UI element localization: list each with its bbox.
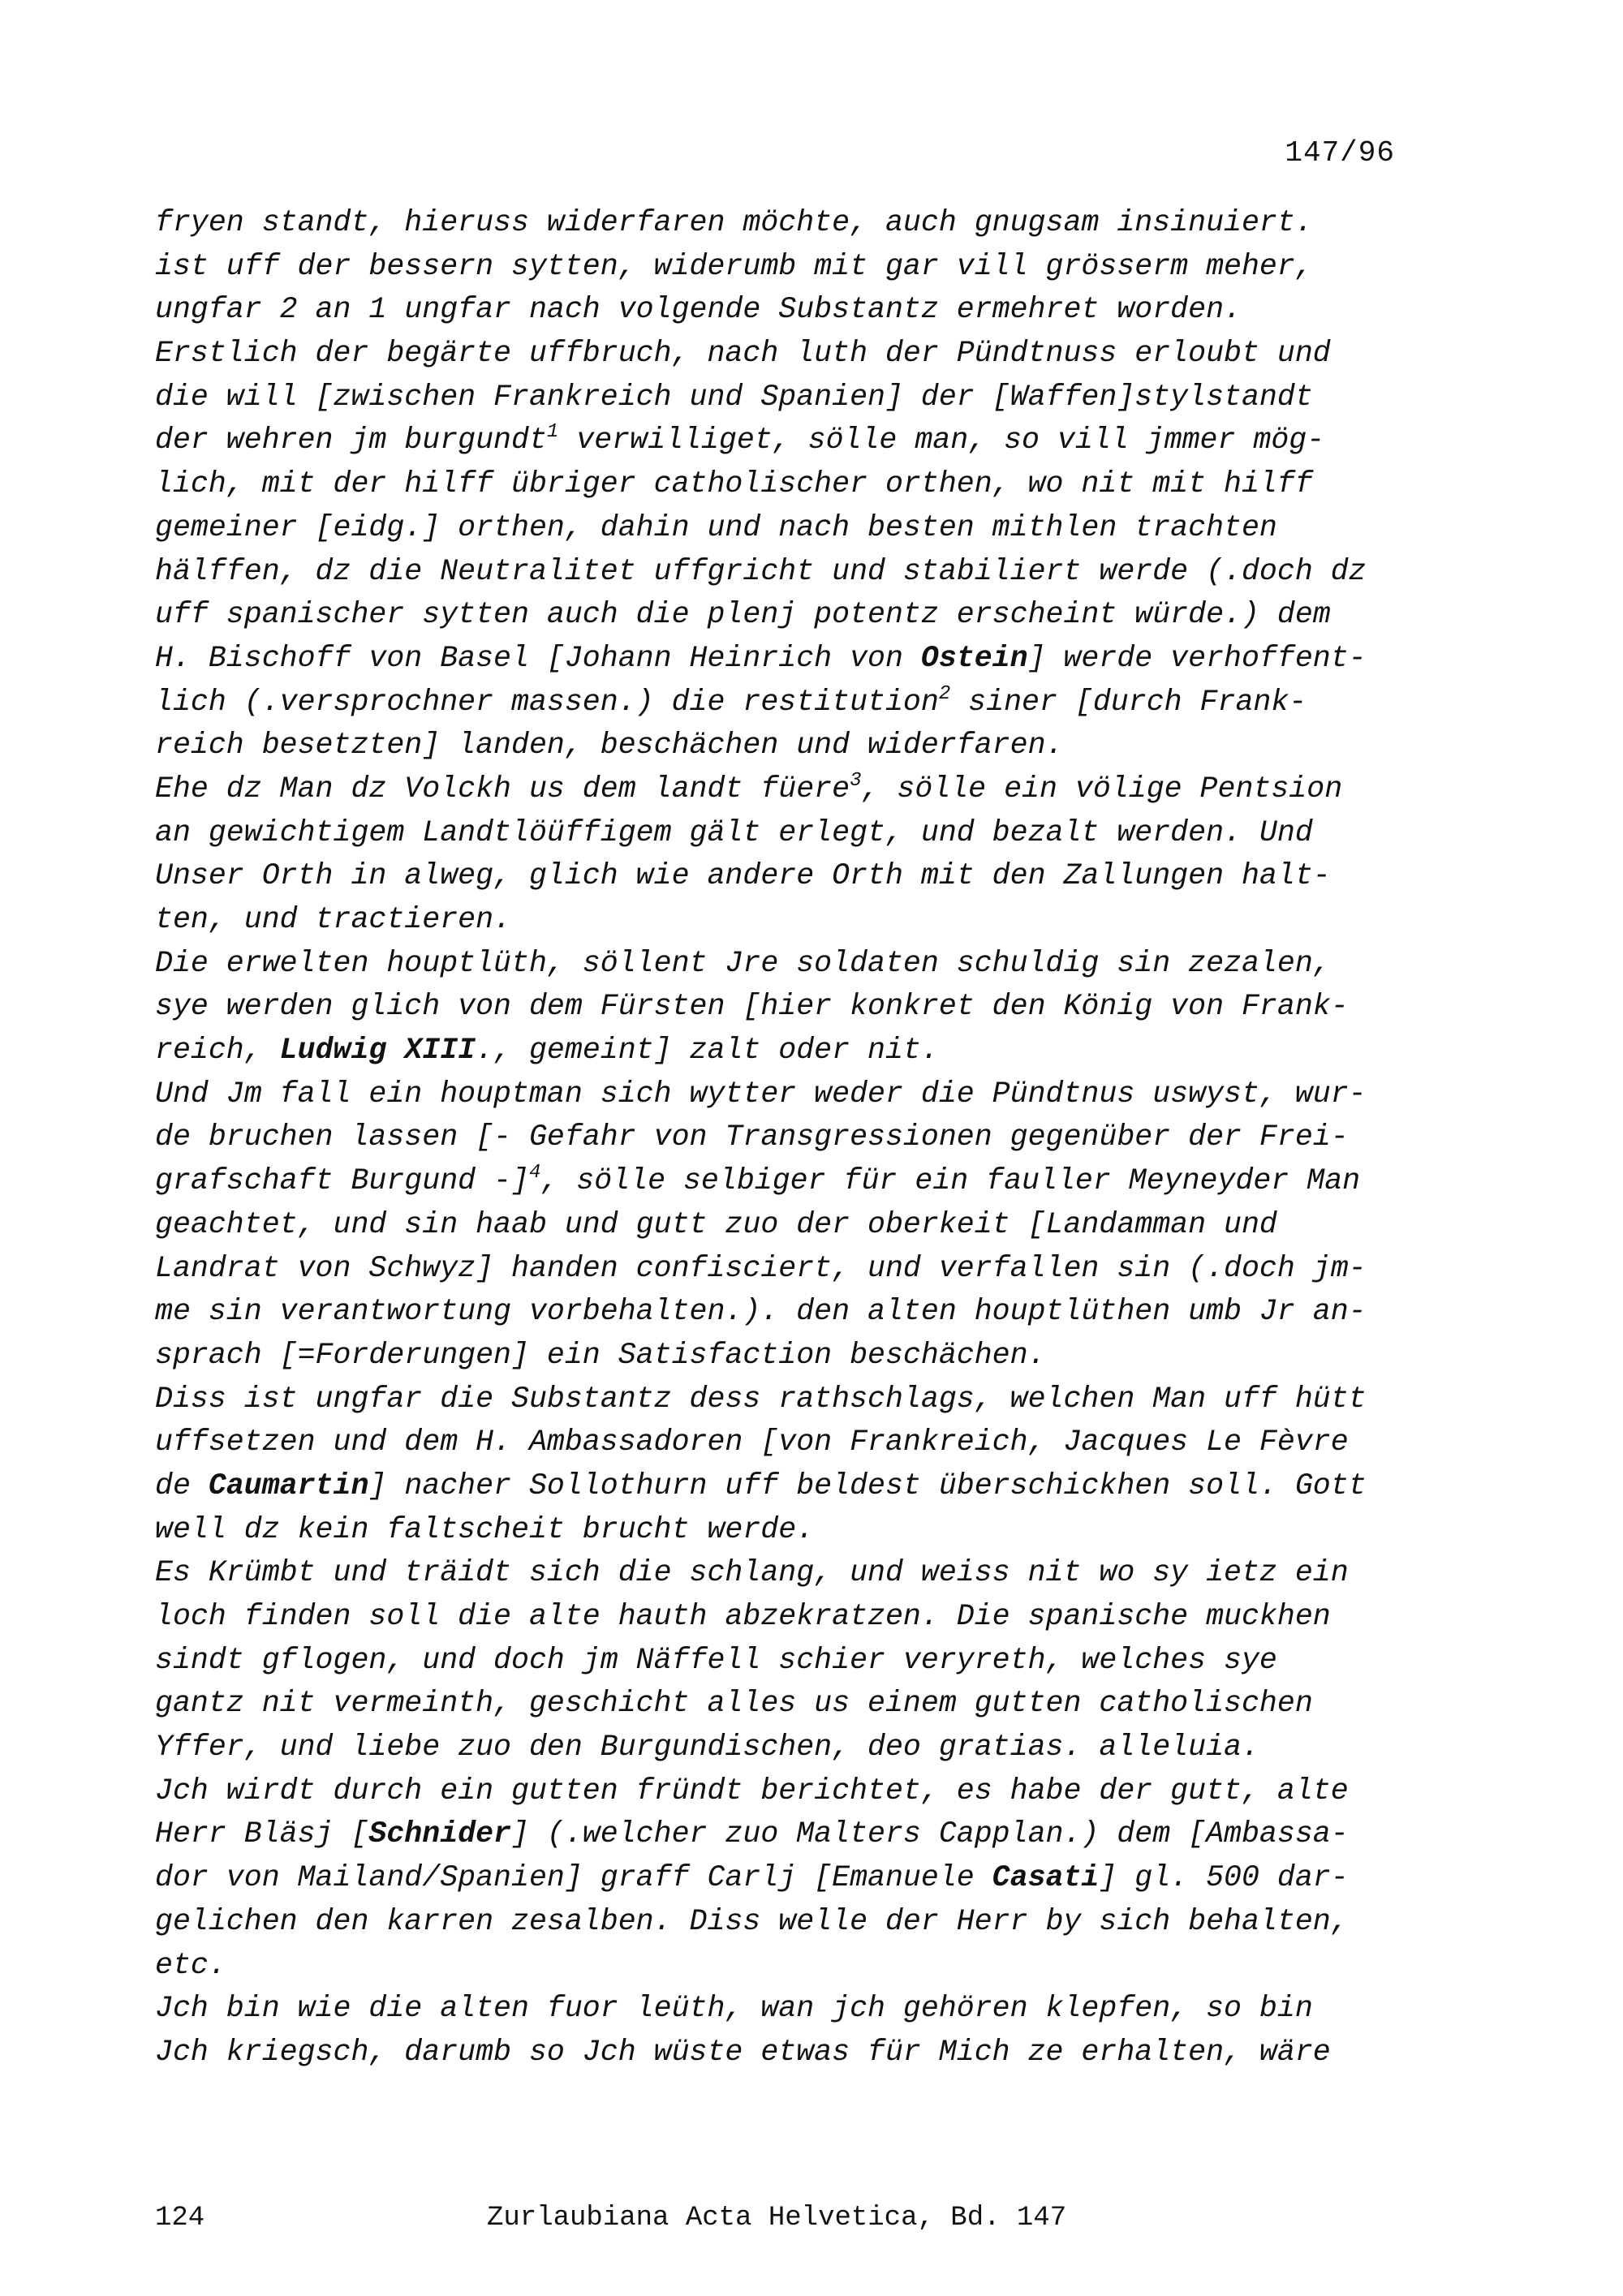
text-line	[155, 1944, 1405, 1988]
text-run: Landrat von Schwyz] handen confisciert, und verfallen sin (.doch jm-	[155, 1251, 1367, 1285]
text-line	[155, 1726, 1405, 1769]
text-run: ] werde verhoffent-	[1027, 641, 1367, 675]
body-text	[155, 201, 1405, 2075]
text-line	[155, 462, 1405, 506]
text-line	[155, 1812, 1405, 1856]
text-line	[155, 898, 1405, 942]
text-line	[155, 288, 1405, 332]
footnote-ref: 1	[546, 421, 559, 444]
person-name: Caumartin	[208, 1468, 369, 1503]
text-run: gantz nit vermeinth, geschicht alles us einem gutten catholischen	[155, 1687, 1313, 1721]
text-run: Diss ist ungfar die Substantz dess rathschlags, welchen Man uff hütt	[155, 1382, 1367, 1416]
text-line	[155, 637, 1405, 681]
text-run: de	[155, 1468, 209, 1503]
text-run: , sölle selbiger für ein fauller Meyneyder Man	[540, 1164, 1361, 1198]
text-line	[155, 201, 1405, 245]
text-line	[155, 245, 1405, 289]
text-run: ., gemeint] zalt oder nit.	[476, 1034, 939, 1068]
text-line	[155, 506, 1405, 550]
text-line	[155, 767, 1405, 811]
text-run: reich,	[155, 1034, 280, 1068]
text-line	[155, 1116, 1405, 1159]
text-line	[155, 1421, 1405, 1464]
text-run: gelichen den karren zesalben. Diss welle der Herr by sich behalten,	[155, 1904, 1349, 1938]
footer-page-number: 124	[155, 2203, 205, 2234]
text-run: gemeiner [eidg.] orthen, dahin und nach besten mithlen trachten	[155, 510, 1277, 544]
text-line	[155, 1987, 1405, 2031]
text-run: ist uff der bessern sytten, widerumb mit gar vill grösserm meher,	[155, 249, 1313, 283]
text-line	[155, 1378, 1405, 1421]
text-run: loch finden soll die alte hauth abzekratzen. Die spanische muckhen	[155, 1600, 1331, 1633]
text-run: an gewichtigem Landtlöüffigem gält erlegt, und bezalt werden. Und	[155, 815, 1313, 849]
text-run: Jch kriegsch, darumb so Jch wüste etwas für Mich ze erhalten, wäre	[155, 2035, 1331, 2069]
text-line	[155, 1073, 1405, 1116]
text-line	[155, 854, 1405, 898]
text-line	[155, 681, 1405, 724]
text-run: uffsetzen und dem H. Ambassadoren [von Frankreich, Jacques Le Fèvre	[155, 1425, 1349, 1460]
text-run: Herr Bläsj [	[155, 1817, 369, 1851]
text-run: Ehe dz Man dz Volckh us dem landt füere	[155, 772, 850, 806]
text-run: Yffer, und liebe zuo den Burgundischen, deo gratias. alleluia.	[155, 1731, 1259, 1765]
text-line	[155, 2031, 1405, 2075]
footnote-ref: 2	[938, 682, 951, 705]
text-run: de bruchen lassen [- Gefahr von Transgressionen gegenüber der Frei-	[155, 1120, 1349, 1154]
text-line	[155, 419, 1405, 462]
text-run: verwilliget, sölle man, so vill jmmer mög-	[558, 424, 1325, 458]
person-name: Ostein	[920, 641, 1028, 675]
text-line	[155, 811, 1405, 855]
text-run: sprach [=Forderungen] ein Satisfaction beschächen.	[155, 1338, 1046, 1372]
text-run: Es Krümbt und träidt sich die schlang, und weiss nit wo sy ietz ein	[155, 1556, 1349, 1590]
text-run: well dz kein faltscheit brucht werde.	[155, 1512, 815, 1546]
text-line	[155, 550, 1405, 594]
text-line	[155, 942, 1405, 986]
text-run: lich, mit der hilff übriger catholischer orthen, wo nit mit hilff	[155, 467, 1313, 501]
text-line	[155, 376, 1405, 419]
text-run: Erstlich der begärte uffbruch, nach luth der Pündtnuss erloubt und	[155, 337, 1331, 371]
person-name: Ludwig XIII	[279, 1034, 476, 1068]
text-run: me sin verantwortung vorbehalten.). den alten houptlüthen umb Jr an-	[155, 1295, 1367, 1329]
text-run: ten, und tractieren.	[155, 903, 512, 936]
text-line	[155, 1551, 1405, 1595]
text-run: Die erwelten houptlüth, söllent Jre soldaten schuldig sin zezalen,	[155, 946, 1331, 980]
text-line	[155, 1464, 1405, 1508]
text-run: geachtet, und sin haab und gutt zuo der oberkeit [Landamman und	[155, 1207, 1277, 1241]
text-line	[155, 985, 1405, 1029]
page-number: 147/96	[1285, 136, 1395, 170]
text-line	[155, 724, 1405, 767]
text-run: Unser Orth in alweg, glich wie andere Orth mit den Zallungen halt-	[155, 859, 1331, 893]
text-run: Und Jm fall ein houptman sich wytter weder die Pündtnus uswyst, wur-	[155, 1077, 1367, 1111]
text-run: grafschaft Burgund -]	[155, 1164, 529, 1198]
text-run: H. Bischoff von Basel [Johann Heinrich von	[155, 641, 921, 675]
text-run: Jch wirdt durch ein gutten fründt berichtet, es habe der gutt, alte	[155, 1774, 1349, 1808]
text-line	[155, 1595, 1405, 1639]
person-name: Casati	[992, 1861, 1100, 1895]
text-line	[155, 1029, 1405, 1073]
text-run: etc.	[155, 1948, 226, 1982]
text-run: hälffen, dz die Neutralitet uffgricht und stabiliert werde (.doch dz	[155, 554, 1367, 588]
text-line	[155, 1159, 1405, 1203]
text-run: sindt gflogen, und doch jm Näffell schier veryreth, welches sye	[155, 1643, 1277, 1677]
text-run: siner [durch Frank-	[950, 685, 1307, 719]
text-line	[155, 1856, 1405, 1900]
text-run: fryen standt, hieruss widerfaren möchte, auch gnugsam insinuiert.	[155, 206, 1313, 239]
text-run: lich (.versprochner massen.) die restitution	[155, 685, 939, 719]
footer-title: Zurlaubiana Acta Helvetica, Bd. 147	[487, 2203, 1067, 2234]
text-line	[155, 1334, 1405, 1378]
text-line	[155, 1682, 1405, 1726]
text-line	[155, 1290, 1405, 1334]
text-run: ungfar 2 an 1 ungfar nach volgende Substantz ermehret worden.	[155, 293, 1242, 327]
text-line	[155, 1900, 1405, 1944]
text-line	[155, 1639, 1405, 1683]
text-run: dor von Mailand/Spanien] graff Carlj [Emanuele	[155, 1861, 992, 1895]
text-run: Jch bin wie die alten fuor leüth, wan jch gehören klepfen, so bin	[155, 1992, 1313, 2026]
text-run: ] nacher Sollothurn uff beldest überschickhen soll. Gott	[368, 1468, 1367, 1503]
person-name: Schnider	[368, 1817, 512, 1851]
text-run: die will [zwischen Frankreich und Spanien] der [Waffen]stylstandt	[155, 380, 1313, 414]
text-run: ] gl. 500 dar-	[1099, 1861, 1349, 1895]
text-run: uff spanischer sytten auch die plenj potentz erscheint würde.) dem	[155, 598, 1331, 632]
text-line	[155, 1508, 1405, 1552]
text-run: ] (.welcher zuo Malters Capplan.) dem [Ambassa-	[511, 1817, 1349, 1851]
text-line	[155, 332, 1405, 376]
text-line	[155, 593, 1405, 637]
text-line	[155, 1203, 1405, 1247]
footnote-ref: 3	[850, 769, 862, 792]
text-line	[155, 1247, 1405, 1291]
text-run: sye werden glich von dem Fürsten [hier konkret den König von Frank-	[155, 990, 1349, 1024]
text-run: , sölle ein völige Pentsion	[861, 772, 1343, 806]
text-line	[155, 1769, 1405, 1813]
footnote-ref: 4	[528, 1162, 541, 1185]
text-run: der wehren jm burgundt	[155, 424, 547, 458]
text-run: reich besetzten] landen, beschächen und widerfaren.	[155, 729, 1064, 763]
